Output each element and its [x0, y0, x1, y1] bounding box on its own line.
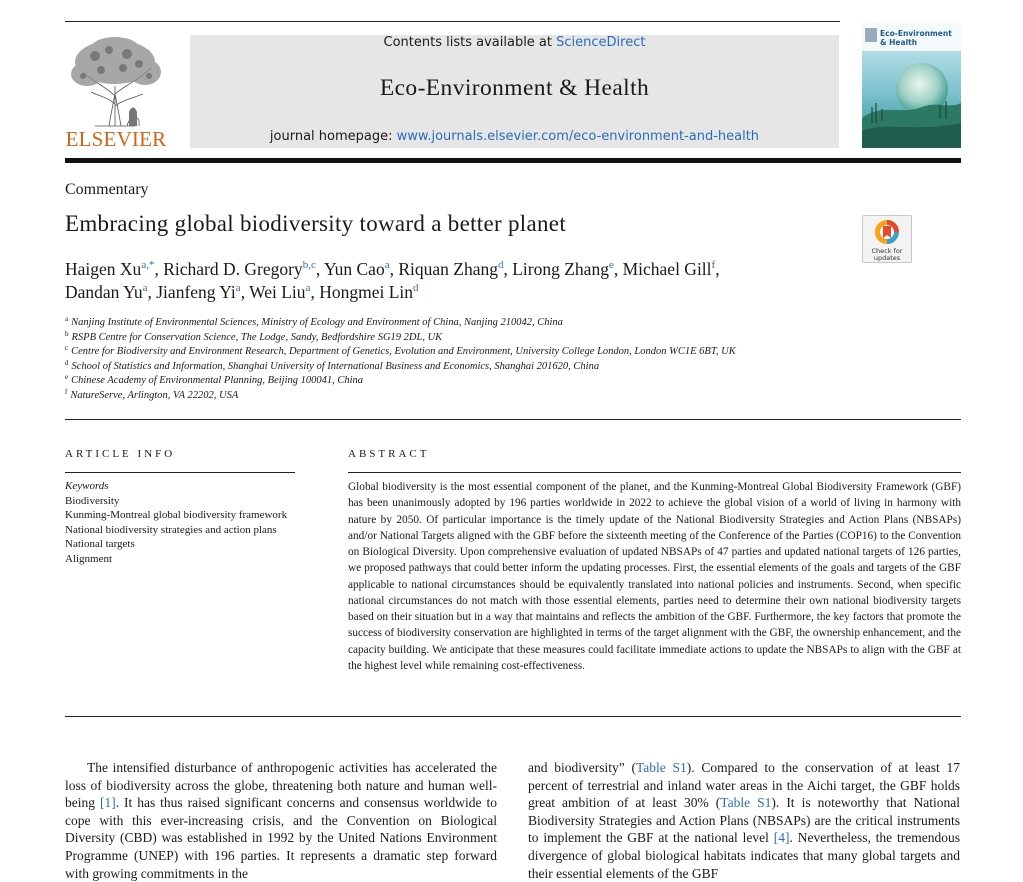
author-name[interactable]: Dandan Yu — [65, 282, 143, 302]
author-separator: , — [503, 259, 513, 279]
article-type: Commentary — [65, 181, 149, 198]
affiliation-text: School of Statistics and Information, Shanghai University of International Business and Economics, Shanghai 201620, China — [71, 360, 600, 372]
author-affiliation-marker[interactable]: d — [413, 282, 419, 294]
affiliation-key: c — [65, 344, 69, 353]
table-s1-link[interactable]: Table S1 — [635, 760, 687, 775]
author-separator: , — [147, 282, 157, 302]
affiliation-item — [65, 345, 945, 360]
author-affiliation-marker[interactable]: a — [235, 282, 241, 294]
author-line-1 — [65, 258, 865, 281]
author-name[interactable]: Riquan Zhang — [398, 259, 498, 279]
author-affiliation-marker[interactable]: a — [142, 282, 148, 294]
journal-title: Eco-Environment & Health — [379, 75, 650, 101]
affiliation-list — [65, 316, 945, 404]
author-affiliation-marker[interactable]: a,* — [141, 259, 155, 271]
body-text: The intensified disturbance of anthropogenic activities has accelerated the loss of biodiversity across the globe, threatening both nature and human well-being — [65, 760, 497, 811]
abstract-heading: ABSTRACT — [348, 448, 430, 460]
affiliation-text: RSPB Centre for Conservation Science, The Lodge, Sandy, Bedfordshire SG19 2DL, UK — [71, 331, 443, 343]
header-divider — [65, 158, 961, 163]
author-affiliation-marker[interactable]: d — [497, 259, 504, 271]
author-line-2 — [65, 281, 865, 304]
abstract-bottom-rule — [65, 716, 961, 717]
keywords-block — [65, 479, 290, 566]
author-list — [65, 258, 865, 304]
author-affiliation-marker[interactable]: a — [305, 282, 311, 294]
cover-title: Eco-Environment & Health — [880, 29, 952, 47]
body-text: ). It is noteworthy that National Biodiversity Strategies and Action Plans (NBSAPs) are the critical instruments to implement the GBF at the national level — [528, 795, 961, 846]
contents-prefix: Contents lists available at — [383, 35, 557, 50]
body-text: . Nevertheless, the tremendous divergence of global biological habitats indicates that many global targets and their essential elements of the GBF — [528, 830, 960, 881]
author-separator: , — [613, 259, 623, 279]
author-separator: , — [240, 282, 250, 302]
author-name[interactable]: Lirong Zhang — [512, 259, 609, 279]
affiliation-key: e — [65, 373, 69, 382]
elsevier-logo[interactable] — [65, 34, 167, 152]
sciencedirect-link[interactable]: ScienceDirect — [556, 35, 646, 50]
keyword-item: Alignment — [65, 552, 113, 565]
affiliation-item — [65, 389, 945, 404]
publisher-name: ELSEVIER — [65, 127, 167, 151]
author-separator: , — [310, 282, 320, 302]
affiliation-item — [65, 316, 945, 331]
author-name[interactable]: Wei Liu — [249, 282, 306, 302]
top-rule — [65, 21, 840, 22]
affiliation-key: f — [65, 387, 68, 396]
body-paragraph — [528, 759, 960, 882]
author-affiliation-marker[interactable]: a — [384, 259, 390, 271]
author-separator: , — [154, 259, 164, 279]
affiliation-item — [65, 360, 945, 375]
abstract-text: Global biodiversity is the most essential component of the planet, and the Kunming-Montreal Global Biodiversity Framework (GBF) has been unanimously adopted by 196 parties worldwide in 2022 to achieve the global vision of a world of living in harmony with nature by 2050. Of particular importance is the timely update of the National Biodiversity Strategies and Action Plans (NBSAPs) and/or National Targets aligned with the GBF before the sixteenth meeting of the Conference of the Parties (COP16) to the Convention on Biological Diversity. Upon comprehensive evaluation of updated NBSAPs of 47 parties and updated national targets of 126 parties, we proposed pathways that could better inform the updating processes. First, the essential elements of the goals and targets of the GBF applicable to national circumstances should be equivalently translated into national policies and instruments. Second, when specific national circumstances do not match with those essential elements, parties need to determine their own national biodiversity targets based on their situation but in a way that maintains and reflects the ambition of the GBF. Furthermore, the key factors that promote the success of biodiversity conservation are highlighted in terms of the target alignment with the GBF, the ownership enhancement, and the capacity building. We anticipate that these measures could facilitate immediate actions to update the NBSAPs to align with the GBF at the highest level while remaining cost-effectiveness. — [348, 481, 961, 672]
article-title: Embracing global biodiversity toward a better planet — [65, 211, 567, 236]
check-for-updates-button[interactable] — [862, 215, 912, 263]
author-name[interactable]: Haigen Xu — [65, 259, 142, 279]
affiliation-divider — [65, 419, 961, 420]
author-name[interactable]: Michael Gill — [622, 259, 712, 279]
affiliation-key: d — [65, 358, 69, 367]
author-affiliation-marker[interactable]: f — [711, 259, 716, 271]
table-s1-link[interactable]: Table S1 — [720, 795, 772, 811]
keywords-label: Keywords — [65, 480, 109, 492]
homepage-prefix: journal homepage: — [269, 129, 397, 144]
author-separator: , — [389, 259, 399, 279]
elsevier-tree-icon — [65, 34, 167, 130]
body-text: . It has thus raised significant concerns and consensus worldwide to cope with this ever-increasing crisis, and the Convention on Biological Diversity (CBD) was established in 1992 by the United Nations Environment Programme (UNEP) with 196 parties. It represents a dramatic step forward with growing commitments in the — [65, 795, 497, 881]
affiliation-text: Chinese Academy of Environmental Planning, Beijing 100041, China — [71, 375, 364, 387]
keyword-item: National biodiversity strategies and action plans — [65, 523, 277, 536]
body-text: and biodiversity” ( — [528, 760, 636, 775]
body-column-left — [65, 759, 497, 882]
affiliation-key: a — [65, 315, 69, 323]
author-name[interactable]: Yun Cao — [323, 259, 385, 279]
keyword-list — [65, 494, 290, 567]
body-column-right — [528, 759, 960, 882]
author-name[interactable]: Jianfeng Yi — [156, 282, 236, 302]
affiliation-text: Centre for Biodiversity and Environment Research, Department of Genetics, Evolution and Environment, University College London, London WC1E 6BT, UK — [71, 346, 736, 358]
homepage-link[interactable]: www.journals.elsevier.com/eco-environment-and-health — [396, 129, 760, 144]
author-affiliation-marker[interactable]: b,c — [302, 259, 316, 271]
author-affiliation-marker[interactable]: e — [608, 259, 614, 271]
author-separator: , — [715, 259, 720, 279]
keyword-item: Biodiversity — [65, 494, 120, 507]
citation-link[interactable]: [4] — [773, 830, 790, 846]
body-text: ). Compared to the conservation of at least 17 percent of terrestrial and inland water areas in the Aichi target, the GBF holds great ambition of at least 30% ( — [528, 760, 960, 811]
author-name[interactable]: Hongmei Lin — [319, 282, 414, 302]
citation-link[interactable]: [1] — [99, 795, 116, 811]
body-paragraph — [65, 759, 497, 882]
author-separator: , — [315, 259, 324, 279]
check-updates-label: Check for updates — [871, 247, 903, 262]
affiliation-item — [65, 331, 945, 346]
journal-cover[interactable] — [862, 23, 961, 148]
homepage-line — [190, 129, 839, 145]
article-info-rule — [65, 472, 295, 473]
keyword-item: Kunming-Montreal global biodiversity framework — [65, 509, 288, 521]
affiliation-key: b — [65, 329, 69, 338]
affiliation-text: Nanjing Institute of Environmental Sciences, Ministry of Ecology and Environment of China, Nanjing 210042, China — [71, 317, 563, 328]
affiliation-text: NatureServe, Arlington, VA 22202, USA — [70, 389, 239, 401]
article-info-heading: ARTICLE INFO — [65, 448, 176, 460]
affiliation-item — [65, 374, 945, 389]
author-name[interactable]: Richard D. Gregory — [163, 259, 303, 279]
keyword-item: National targets — [65, 538, 135, 550]
check-updates-icon — [863, 216, 911, 248]
abstract-rule — [348, 472, 961, 473]
contents-line — [190, 35, 839, 51]
